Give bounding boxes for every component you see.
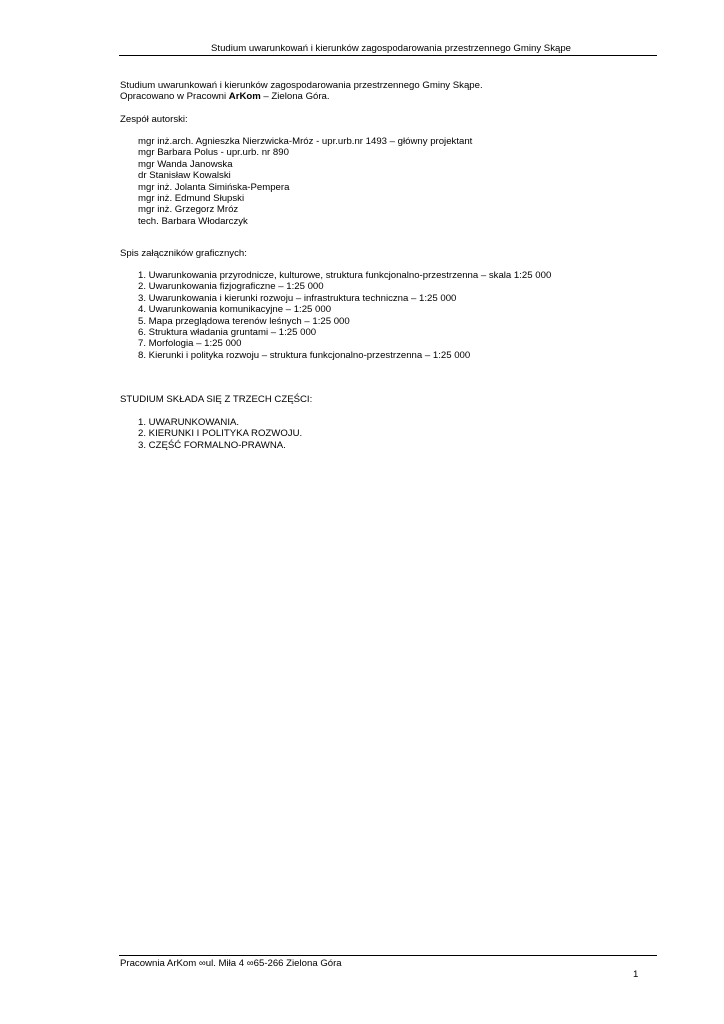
credit-prefix: Opracowano w Pracowni <box>120 91 229 103</box>
attachment-item: 1. Uwarunkowania przyrodnicze, kulturowe, struktura funkcjonalno-przestrzenna – skala 1:25 000 <box>138 270 552 281</box>
attachment-item: 6. Struktura władania gruntami – 1:25 000 <box>138 326 317 338</box>
intro-title-line: Studium uwarunkowań i kierunków zagospodarowania przestrzennego Gminy Skąpe. <box>120 80 483 91</box>
credit-suffix: – Zielona Góra. <box>260 91 330 103</box>
intro-block <box>120 80 483 103</box>
attachment-item: 4. Uwarunkowania komunikacyjne – 1:25 000 <box>138 304 332 316</box>
attachment-item: 8. Kierunki i polityka rozwoju – struktura funkcjonalno-przestrzenna – 1:25 000 <box>138 349 471 361</box>
parts-list <box>138 417 302 451</box>
running-title: Studium uwarunkowań i kierunków zagospodarowania przestrzennego Gminy Skąpe <box>211 43 571 54</box>
intro-credit-line <box>120 91 483 102</box>
author-item: mgr Barbara Polus - upr.urb. nr 890 <box>138 147 289 159</box>
attachment-item: 5. Mapa przeglądowa terenów leśnych – 1:25 000 <box>138 315 350 327</box>
attachments-heading: Spis załączników graficznych: <box>120 248 247 259</box>
attachment-item: 2. Uwarunkowania fizjograficzne – 1:25 000 <box>138 281 324 293</box>
page-number: 1 <box>633 969 639 980</box>
part-item: 1. UWARUNKOWANIA. <box>138 417 240 428</box>
studio-name: ArKom <box>228 91 261 103</box>
footer-rule <box>119 955 657 956</box>
authors-heading: Zespół autorski: <box>120 114 188 125</box>
part-item: 2. KIERUNKI I POLITYKA ROZWOJU. <box>138 428 303 440</box>
attachment-item: 7. Morfologia – 1:25 000 <box>138 338 242 350</box>
parts-heading: STUDIUM SKŁADA SIĘ Z TRZECH CZĘŚCI: <box>120 394 313 405</box>
attachments-list <box>138 270 551 361</box>
author-item: mgr inż. Edmund Słupski <box>138 192 245 204</box>
part-item: 3. CZĘŚĆ FORMALNO-PRAWNA. <box>138 439 286 451</box>
author-item: dr Stanisław Kowalski <box>138 170 231 182</box>
attachment-item: 3. Uwarunkowania i kierunki rozwoju – infrastruktura techniczna – 1:25 000 <box>138 292 457 304</box>
page-header <box>119 41 657 56</box>
footer-address: Pracownia ArKom ∞ul. Miła 4 ∞65-266 Zielona Góra <box>120 958 342 969</box>
author-item: mgr inż. Jolanta Simińska-Pempera <box>138 181 290 193</box>
author-item: mgr Wanda Janowska <box>138 158 233 170</box>
author-item: mgr inż. Grzegorz Mróz <box>138 204 239 216</box>
author-item: tech. Barbara Włodarczyk <box>138 215 248 227</box>
authors-list <box>138 136 472 227</box>
author-item: mgr inż.arch. Agnieszka Nierzwicka-Mróz - upr.urb.nr 1493 – główny projektant <box>138 136 473 147</box>
